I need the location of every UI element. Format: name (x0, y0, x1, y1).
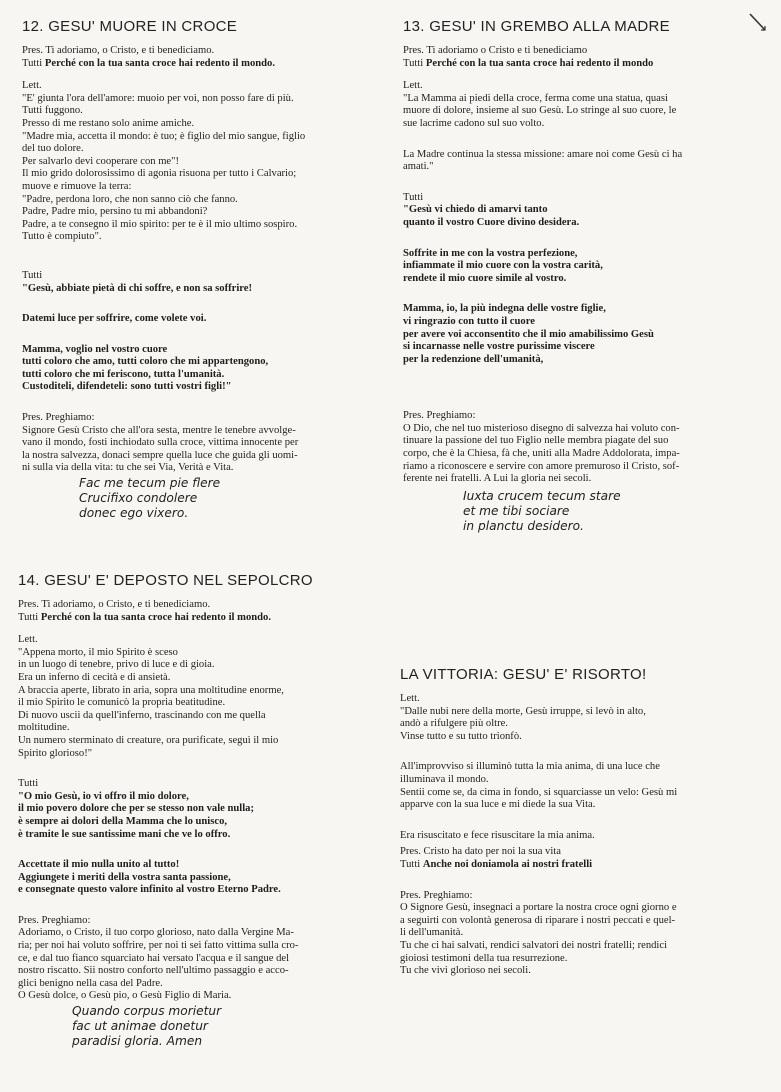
lett-line: muove e rimuove la terra: (22, 180, 132, 192)
tutti-line: tutti coloro che amo, tutti coloro che mi appartengono, (22, 356, 269, 368)
tutti-line: rendete il mio cuore simile al vostro. (403, 272, 567, 284)
tutti-line: "Gesù vi chiedo di amarvi tanto (403, 204, 548, 216)
latin-verse: donec ego vixero. (79, 506, 189, 521)
tutti-label: Tutti (22, 269, 43, 281)
lett-line: Un numero sterminato di creature, ora purificate, seguì il mio (18, 734, 279, 746)
lett-line: Tutto è compiuto". (22, 231, 102, 243)
latin-verse: Quando corpus morietur (72, 1004, 222, 1019)
latin-verse: Crucifixo condolere (79, 491, 198, 506)
lett-label: Lett. (22, 80, 42, 92)
tutti-line: Soffrite in me con la vostra perfezione, (403, 247, 578, 259)
lett-line: A braccia aperte, librato in aria, sopra una moltitudine enorme, (18, 684, 284, 696)
lett-line: "Appena morto, il mio Spirito è sceso (18, 646, 178, 658)
tutti-response: Tutti Perché con la tua santa croce hai redento il mondo. (22, 57, 275, 69)
lett-line: Tutti fuggono. (22, 105, 83, 117)
tutti-line: e consegnate questo valore infinito al vostro Eterno Padre. (18, 884, 281, 896)
prayer-line: O Gesù dolce, o Gesù pio, o Gesù Figlio di Maria. (18, 990, 232, 1002)
section-13 (403, 18, 773, 534)
section-vittoria-title: LA VITTORIA: GESU' E' RISORTO! (400, 666, 647, 683)
section-14 (18, 572, 390, 1049)
prayer-line: gioiosi testimoni della tua resurrezione. (400, 952, 568, 964)
latin-verse: Fac me tecum pie flere (79, 476, 221, 491)
lett-line: Vinse tutto e su tutto trionfò. (400, 730, 522, 742)
lett-label: Lett. (400, 693, 420, 704)
pres-line: Pres. Cristo ha dato per noi la sua vita (400, 846, 561, 858)
prayer-line: nostro riscatto. Sii nostro conforto nell'ultimo passaggio e acco- (18, 965, 289, 977)
tutti-line: è sempre ai dolori della Mamma che lo unisco, (18, 815, 228, 827)
lett-line: Presso di me restano solo anime amiche. (22, 117, 195, 129)
tutti-line: per avere voi acconsentito che il mio amabilissimo Gesù (403, 328, 654, 340)
lett-line: andò a rifulgere più oltre. (400, 718, 508, 730)
lett-line: Per salvarlo devi cooperare con me"! (22, 155, 179, 167)
lett-line: Sentii come se, da cima in fondo, si squarciasse un velo: Gesù mi (400, 786, 678, 798)
lett-line: illuminava il mondo. (400, 773, 489, 785)
lett-line: il mio Spirito le comunicò la propria beatitudine. (18, 697, 226, 709)
section-13-title: 13. GESU' IN GREMBO ALLA MADRE (403, 18, 670, 35)
lett-line: "Dalle nubi nere della morte, Gesù irruppe, si levò in alto, (400, 705, 646, 717)
lett-line: sue lacrime cadono sul suo volto. (403, 117, 545, 129)
tutti-line: il mio povero dolore che per se stesso non vale nulla; (18, 803, 255, 815)
preghiamo-label: Pres. Preghiamo: (403, 410, 476, 422)
tutti-label: Tutti (18, 778, 39, 790)
latin-verse: Iuxta crucem tecum stare (463, 488, 621, 503)
tutti-line: tutti coloro che mi feriscono, tutta l'umanità. (22, 368, 225, 380)
lett-line: del tuo dolore. (22, 143, 84, 155)
section-12 (22, 18, 390, 521)
corner-mark-icon (748, 12, 768, 34)
tutti-label: Tutti (403, 191, 424, 203)
lett-line: in un luogo di tenebre, privo di luce e di gioia. (18, 659, 215, 671)
lett-line: amati." (403, 161, 434, 173)
prayer-line: O Signore Gesù, insegnaci a portare la nostra croce ogni giorno e (400, 902, 677, 914)
prayer-line: riamo a riconoscere e servire con amore premuroso il Cristo, sof- (403, 460, 680, 472)
section-14-title: 14. GESU' E' DEPOSTO NEL SEPOLCRO (18, 572, 313, 589)
prayer-line: corpo, che è la Chiesa, fà che, uniti alla Madre Addolorata, impa- (403, 448, 680, 460)
lett-line: "Padre, perdona loro, che non sanno ciò che fanno. (22, 193, 238, 205)
latin-verse: et me tibi sociare (463, 503, 570, 518)
prayer-line: ce, e dal tuo fianco squarciato hai versato l'acqua e il sangue del (18, 952, 290, 964)
latin-verse: paradisi gloria. Amen (72, 1034, 203, 1049)
tutti-line: quanto il vostro Cuore divino desidera. (403, 216, 580, 228)
tutti-response: Tutti Perché con la tua santa croce hai redento il mondo. (18, 611, 271, 623)
tutti-line: si incarnasse nelle vostre purissime viscere (403, 341, 595, 353)
lett-line: All'improvviso si illuminò tutta la mia anima, di una luce che (400, 761, 660, 773)
lett-line: moltitudine. (18, 722, 70, 734)
tutti-line: Datemi luce per soffrire, come volete voi. (22, 313, 207, 325)
section-12-title: 12. GESU' MUORE IN CROCE (22, 18, 238, 35)
prayer-line: Adoriamo, o Cristo, il tuo corpo glorioso, nato dalla Vergine Ma- (18, 927, 294, 939)
prayer-line: la nostra salvezza, donaci sempre quella luce che guida gli uomi- (22, 449, 298, 461)
tutti-line: è tramite le sue santissime mani che ve lo offro. (18, 828, 231, 840)
prayer-line: O Dio, che nel tuo misterioso disegno di salvezza hai voluto con- (403, 422, 680, 434)
prayer-line: glici benigno nella casa del Padre. (18, 977, 163, 989)
tutti-response: Tutti Perché con la tua santa croce hai redento il mondo (403, 57, 654, 69)
lett-line: "La Mamma ai piedi della croce, ferma come una statua, quasi (403, 92, 668, 104)
tutti-line: infiammate il mio cuore con la vostra carità, (403, 260, 603, 272)
prayer-line: vano il mondo, fosti inchiodato sulla croce, vittima innocente per (22, 437, 299, 449)
lett-line: Padre, Padre mio, persino tu mi abbandoni? (22, 206, 208, 218)
pres-line: Pres. Ti adoriamo, o Cristo, e ti benediciamo. (18, 599, 211, 610)
pres-line: Pres. Ti adoriamo, o Cristo, e ti benediciamo. (22, 45, 215, 56)
tutti-line: vi ringrazio con tutto il cuore (403, 315, 535, 327)
tutti-line: "Gesù, abbiate pietà di chi soffre, e non sa soffrire! (22, 282, 253, 294)
tutti-line: Mamma, voglio nel vostro cuore (22, 343, 168, 355)
tutti-line: "O mio Gesù, io vi offro il mio dolore, (18, 790, 189, 802)
prayer-line: a seguirti con volontà generosa di riparare i nostri peccati e quel- (400, 914, 676, 926)
prayer-line: li dell'umanità. (400, 927, 464, 939)
lett-label: Lett. (18, 634, 38, 646)
tutti-line: Mamma, io, la più indegna delle vostre figlie, (403, 303, 606, 315)
tutti-line: per la redenzione dell'umanità, (403, 353, 544, 365)
preghiamo-label: Pres. Preghiamo: (22, 412, 95, 424)
prayer-line: ria; per noi hai voluto soffrire, per noi ti sei fatto vittima sulla cro- (18, 940, 299, 952)
prayer-line: ferente nei fratelli. A Lui la gloria nei secoli. (403, 473, 592, 485)
pres-line: Pres. Ti adoriamo o Cristo e ti benediciamo (403, 45, 588, 56)
preghiamo-label: Pres. Preghiamo: (18, 914, 91, 926)
tutti-line: Aggiungete i meriti della vostra santa passione, (18, 871, 231, 883)
prayer-line: tinuare la passione del tuo Figlio nelle membra piagate del suo (403, 435, 669, 447)
lett-line: Era risuscitato e fece risuscitare la mia anima. (400, 829, 595, 841)
lett-line: apparve con la sua luce e mi diede la sua Vita. (400, 799, 596, 811)
lett-label: Lett. (403, 80, 423, 92)
lett-line: "Madre mia, accetta il mondo: è tuo; è figlio del mio sangue, figlio (22, 130, 306, 142)
prayer-line: Tu che vivi glorioso nei secoli. (400, 965, 531, 977)
latin-verse: in planctu desidero. (463, 518, 584, 533)
lett-line: La Madre continua la stessa missione: amare noi come Gesù ci ha (403, 148, 683, 160)
lett-line: muore di dolore, insieme al suo Gesù. Lo stringe al suo cuore, le (403, 105, 677, 117)
lett-line: Spirito glorioso!" (18, 747, 93, 759)
tutti-line: Custoditeli, difendeteli: sono tutti vostri figli!" (22, 381, 232, 393)
prayer-line: Signore Gesù Cristo che all'ora sesta, mentre le tenebre avvolge- (22, 424, 296, 436)
lett-line: Padre, a te consegno il mio spirito: per te è il mio ultimo sospiro. (22, 218, 298, 230)
tutti-response: Tutti Anche noi doniamola ai nostri fratelli (400, 858, 593, 870)
lett-line: "E' giunta l'ora dell'amore: muoio per voi, non posso fare di più. (22, 92, 294, 104)
section-vittoria (400, 666, 772, 978)
lett-line: Il mio grido dolorosissimo di agonia risuona per tutto i Calvario; (22, 168, 297, 180)
preghiamo-label: Pres. Preghiamo: (400, 889, 473, 901)
lett-line: Di nuovo uscii da quell'inferno, trascinando con me quella (18, 709, 266, 721)
latin-verse: fac ut animae donetur (72, 1019, 208, 1034)
prayer-line: Tu che ci hai salvati, rendici salvatori dei nostri fratelli; rendici (400, 939, 668, 951)
tutti-line: Accettate il mio nulla unito al tutto! (18, 859, 180, 871)
lett-line: Era un inferno di cecità e di ansietà. (18, 671, 171, 683)
prayer-line: ni sulla via della vita: tu che sei Via, Verità e Vita. (22, 462, 234, 474)
